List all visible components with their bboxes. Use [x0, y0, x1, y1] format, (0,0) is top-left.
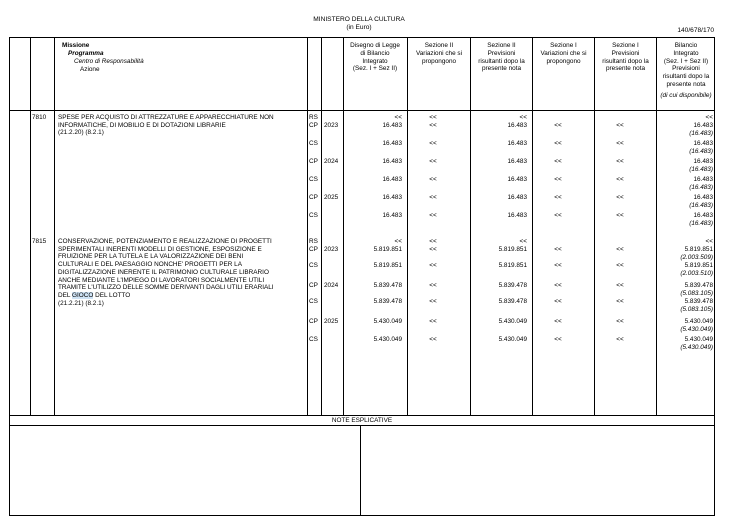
- ministry-title: [0, 16, 718, 32]
- s1-variation: <<: [554, 140, 562, 147]
- s1-forecast: <<: [616, 194, 624, 201]
- row-type: CS: [309, 336, 318, 343]
- bilancio-value: 16.483: [693, 212, 713, 219]
- available-value: (16.483): [689, 166, 713, 173]
- s1-forecast: <<: [616, 158, 624, 165]
- ddl-value: <<: [394, 238, 402, 245]
- col-divider: [321, 37, 322, 415]
- col-divider: [343, 37, 344, 415]
- s2-forecast: 5.819.851: [498, 246, 527, 253]
- s2-forecast: 16.483: [507, 122, 527, 129]
- header-programma: Programma: [68, 50, 104, 57]
- ministry-name: MINISTERO DELLA CULTURA: [313, 16, 405, 23]
- col-divider: [532, 37, 533, 415]
- row-year: 2025: [324, 318, 339, 325]
- bilancio-value: <<: [705, 114, 713, 121]
- row-type: CP: [309, 158, 318, 165]
- currency-unit: (in Euro): [346, 24, 372, 31]
- ddl-value: 5.819.851: [373, 262, 402, 269]
- notes-left-area[interactable]: [10, 426, 359, 515]
- s2-forecast: <<: [519, 238, 527, 245]
- col-divider: [407, 37, 408, 415]
- row-type: RS: [309, 238, 318, 245]
- col-divider: [30, 37, 31, 415]
- header-divider: [9, 110, 715, 111]
- row-type: CS: [309, 298, 318, 305]
- s2-variation: <<: [429, 194, 437, 201]
- row-type: CS: [309, 262, 318, 269]
- item-code: 7810: [32, 114, 47, 121]
- col-divider: [307, 37, 308, 415]
- s2-variation: <<: [429, 262, 437, 269]
- bilancio-value: 5.430.049: [684, 318, 713, 325]
- s2-forecast: 5.839.478: [498, 282, 527, 289]
- row-type: RS: [309, 114, 318, 121]
- ddl-value: 5.430.049: [373, 318, 402, 325]
- s1-forecast: <<: [616, 140, 624, 147]
- s1-variation: <<: [554, 282, 562, 289]
- bilancio-value: 16.483: [693, 122, 713, 129]
- item-code: 7815: [32, 238, 47, 245]
- s2-variation: <<: [429, 122, 437, 129]
- row-type: CS: [309, 176, 318, 183]
- s2-variation: <<: [429, 298, 437, 305]
- col-divider: [470, 37, 471, 415]
- s1-variation: <<: [554, 158, 562, 165]
- header-col-s2-prev: Sezione II Previsioni risultanti dopo la presente nota: [478, 42, 525, 73]
- col-divider: [594, 37, 595, 415]
- row-type: CP: [309, 246, 318, 253]
- s1-forecast: <<: [616, 282, 624, 289]
- s2-variation: <<: [429, 282, 437, 289]
- available-value: (5.430.049): [680, 326, 713, 333]
- row-type: CP: [309, 282, 318, 289]
- s1-variation: <<: [554, 176, 562, 183]
- s1-forecast: <<: [616, 246, 624, 253]
- row-type: CS: [309, 140, 318, 147]
- s2-variation: <<: [429, 140, 437, 147]
- s2-forecast: <<: [519, 114, 527, 121]
- ddl-value: 16.483: [382, 140, 402, 147]
- row-type: CP: [309, 122, 318, 129]
- s1-forecast: <<: [616, 318, 624, 325]
- header-col-s2-var: Sezione II Variazioni che si propongono: [415, 42, 463, 65]
- header-col-s1-var: Sezione I Variazioni che si propongono: [540, 42, 587, 65]
- notes-top-divider: [9, 415, 715, 416]
- header-azione: Azione: [80, 66, 100, 73]
- header-col-ddl: Disegno di Legge di Bilancio Integrato (Sez. I + Sez II): [350, 42, 400, 73]
- s1-variation: <<: [554, 212, 562, 219]
- s1-forecast: <<: [616, 212, 624, 219]
- notes-title: NOTE ESPLICATIVE: [331, 417, 393, 424]
- s2-forecast: 16.483: [507, 176, 527, 183]
- ddl-value: 5.430.049: [373, 336, 402, 343]
- item-description: CONSERVAZIONE, POTENZIAMENTO E REALIZZAZIONE DI PROGETTI SPERIMENTALI INERENTI MODELLI DI GESTIONE, ESPOSIZIONE E FRUIZIONE PER LA TUTELA E LA VALORIZZAZIONE DEI BENI CULTURALI E DEL PAESAGGIO NONCHE' PROGETTI PER LA DIGITALIZZAZIONE INERENTE IL PATRIMONIO CULTURALE LIBRARIO ANCHE MEDIANTE L'IMPIEGO DI LAVORATORI SOCIALMENTE UTILI TRAMITE L'UTILIZZO DELLE SOMME DERIVANTI DAGLI UTILI ERARIALI DEL GIOCO DEL LOTTO (21.2.21) (8.2.1): [58, 238, 274, 307]
- s2-forecast: 5.839.478: [498, 298, 527, 305]
- header-col-s1-prev: Sezione I Previsioni risultanti dopo la presente nota: [602, 42, 649, 73]
- available-value: (5.083.105): [680, 306, 713, 313]
- bilancio-value: 16.483: [693, 140, 713, 147]
- s2-forecast: 16.483: [507, 212, 527, 219]
- available-value: (16.483): [689, 148, 713, 155]
- ddl-value: 5.819.851: [373, 246, 402, 253]
- s1-variation: <<: [554, 122, 562, 129]
- bilancio-value: 5.819.851: [684, 262, 713, 269]
- s2-forecast: 5.430.049: [498, 318, 527, 325]
- bilancio-value: <<: [705, 238, 713, 245]
- ddl-value: 5.839.478: [373, 282, 402, 289]
- row-year: 2024: [324, 158, 339, 165]
- available-value: (5.430.049): [680, 344, 713, 351]
- s2-forecast: 16.483: [507, 158, 527, 165]
- s1-variation: <<: [554, 318, 562, 325]
- available-value: (16.483): [689, 184, 713, 191]
- ddl-value: 16.483: [382, 212, 402, 219]
- s2-variation: <<: [429, 114, 437, 121]
- s2-variation: <<: [429, 336, 437, 343]
- s2-variation: <<: [429, 318, 437, 325]
- s2-forecast: 5.819.851: [498, 262, 527, 269]
- s2-forecast: 16.483: [507, 140, 527, 147]
- available-value: (16.483): [689, 130, 713, 137]
- page-number: 140/678/170: [677, 27, 714, 34]
- s1-forecast: <<: [616, 336, 624, 343]
- bilancio-value: 16.483: [693, 158, 713, 165]
- s2-variation: <<: [429, 238, 437, 245]
- bilancio-value: 5.430.049: [684, 336, 713, 343]
- ddl-value: 16.483: [382, 176, 402, 183]
- s1-variation: <<: [554, 194, 562, 201]
- available-value: (2.003.509): [680, 254, 713, 261]
- s2-variation: <<: [429, 212, 437, 219]
- ddl-value: 5.839.478: [373, 298, 402, 305]
- notes-right-area[interactable]: [361, 426, 714, 515]
- row-year: 2024: [324, 282, 339, 289]
- s2-variation: <<: [429, 246, 437, 253]
- s1-forecast: <<: [616, 262, 624, 269]
- highlighted-text: GIOCO: [71, 291, 94, 299]
- s1-forecast: <<: [616, 298, 624, 305]
- col-divider: [54, 37, 55, 415]
- bilancio-value: 16.483: [693, 176, 713, 183]
- row-year: 2023: [324, 246, 339, 253]
- available-value: (2.003.510): [680, 270, 713, 277]
- available-value: (16.483): [689, 220, 713, 227]
- s1-variation: <<: [554, 246, 562, 253]
- row-year: 2025: [324, 194, 339, 201]
- s1-forecast: <<: [616, 176, 624, 183]
- s1-variation: <<: [554, 298, 562, 305]
- ddl-value: <<: [394, 114, 402, 121]
- s1-variation: <<: [554, 262, 562, 269]
- available-value: (5.083.105): [680, 290, 713, 297]
- s2-forecast: 5.430.049: [498, 336, 527, 343]
- row-type: CS: [309, 212, 318, 219]
- ddl-value: 16.483: [382, 122, 402, 129]
- bilancio-value: 5.839.478: [684, 282, 713, 289]
- s1-variation: <<: [554, 336, 562, 343]
- header-missione: Missione: [62, 42, 90, 49]
- item-description: SPESE PER ACQUISTO DI ATTREZZATURE E APPARECCHIATURE NON INFORMATICHE, DI MOBILIO E DI DOTAZIONI LIBRARIE (21.2.20) (8.2.1): [58, 114, 274, 137]
- ddl-value: 16.483: [382, 194, 402, 201]
- bilancio-value: 5.819.851: [684, 246, 713, 253]
- s2-variation: <<: [429, 158, 437, 165]
- row-year: 2023: [324, 122, 339, 129]
- ddl-value: 16.483: [382, 158, 402, 165]
- bilancio-value: 5.839.478: [684, 298, 713, 305]
- s2-forecast: 16.483: [507, 194, 527, 201]
- available-value: (16.483): [689, 202, 713, 209]
- bilancio-value: 16.483: [693, 194, 713, 201]
- header-centro: Centro di Responsabilità: [74, 58, 144, 65]
- s1-forecast: <<: [616, 122, 624, 129]
- row-type: CP: [309, 318, 318, 325]
- s2-variation: <<: [429, 176, 437, 183]
- row-type: CP: [309, 194, 318, 201]
- header-col-bilancio: Bilancio Integrato (Sez. I + Sez II) Previsioni risultanti dopo la presente nota (di cui disponibile): [660, 42, 712, 99]
